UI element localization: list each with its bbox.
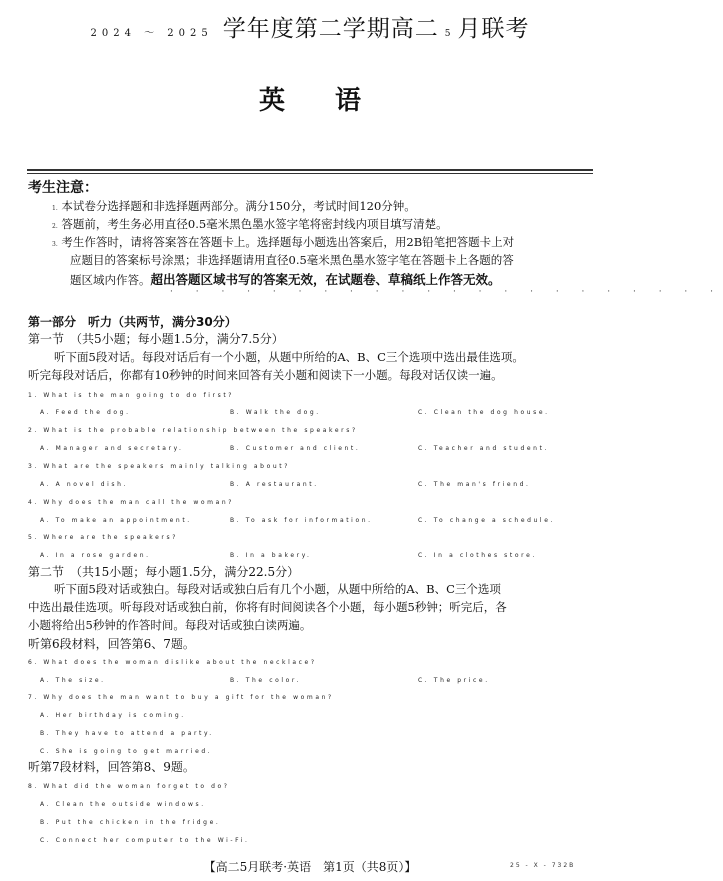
notice-warning: 超出答题区域书写的答案无效，在试题卷、草稿纸上作答无效。 [150,272,501,287]
q8-option-b: B. Put the chicken in the fridge. [40,819,221,826]
emphasis-dots: · · · · · · · · · · · · · · · · · · · · · · [170,287,723,297]
title-part-b: 月联考 [457,16,530,42]
q3-option-c: C. The man's friend. [418,481,531,488]
question-8: 8. What did the woman forget to do? [28,783,230,790]
notice-item-2: 2. 答题前，考生务必用直径0.5毫米黑色墨水签字笔将密封线内项目填写清楚。 [52,217,448,231]
q6-option-a: A. The size. [40,677,106,684]
question-4: 4. Why does the man call the woman? [28,499,235,506]
material-7-heading: 听第7段材料，回答第8、9题。 [28,760,195,774]
q4-option-c: C. To change a schedule. [418,517,555,524]
notice-item-3-line3: 题区域内作答。超出答题区域书写的答案无效，在试题卷、草稿纸上作答无效。 [70,272,501,287]
q2-option-b: B. Customer and client. [230,445,361,452]
q1-option-a: A. Feed the dog. [40,409,131,416]
question-2: 2. What is the probable relationship between the speakers? [28,427,358,434]
q3-option-a: A. A novel dish. [40,481,129,488]
question-1: 1. What is the man going to do first? [28,392,235,399]
notice-item-1: 1. 本试卷分选择题和非选择题两部分。满分150分，考试时间120分钟。 [52,199,416,213]
notice-title: 考生注意： [28,180,98,196]
section2-heading: 第二节 （共15小题；每小题1.5分，满分22.5分） [28,565,300,579]
section1-instructions-2: 听完每段对话后，你都有10秒钟的时间来回答有关小题和阅读下一小题。每段对话仅读一遍。 [28,368,503,382]
material-6-heading: 听第6段材料，回答第6、7题。 [28,637,195,651]
q6-option-c: C. The price. [418,677,490,684]
notice-item-3: 3. 考生作答时，请将答案答在答题卡上。选择题每小题选出答案后，用2B铅笔把答题卡上对 [52,235,515,249]
exam-code: 25 - X - 732B [510,862,576,869]
q5-option-c: C. In a clothes store. [418,552,537,559]
q7-option-c: C. She is going to get married. [40,748,213,755]
part1-heading: 第一部分 听力（共两节，满分30分） [28,315,237,329]
section1-heading: 第一节 （共5小题；每小题1.5分，满分7.5分） [28,332,284,346]
question-3: 3. What are the speakers mainly talking about? [28,463,290,470]
subject-title: 英语 [258,86,411,116]
title-part-a: 学年度第二学期高二 [222,16,439,42]
q2-option-a: A. Manager and secretary. [40,445,184,452]
q5-option-b: B. In a bakery. [230,552,312,559]
q6-option-b: B. The color. [230,677,301,684]
section2-instructions-2: 中选出最佳选项。听每段对话或独白前，你将有时间阅读各个小题，每小题5秒钟；听完后，各 [28,600,507,614]
section2-instructions-3: 小题将给出5秒钟的作答时间。每段对话或独白读两遍。 [28,618,312,632]
q3-option-b: B. A restaurant. [230,481,319,488]
section1-instructions-1: 听下面5段对话。每段对话后有一个小题，从题中所给的A、B、C三个选项中选出最佳选项。 [54,350,524,364]
section2-instructions-1: 听下面5段对话或独白。每段对话或独白后有几个小题，从题中所给的A、B、C三个选项 [54,582,501,596]
q8-option-c: C. Connect her computer to the Wi-Fi. [40,837,250,844]
q7-option-b: B. They have to attend a party. [40,730,214,737]
q2-option-c: C. Teacher and student. [418,445,550,452]
title-month: 5 [444,29,452,39]
notice-item-3-line2: 应题目的答案标号涂黑；非选择题请用直径0.5毫米黑色墨水签字笔在答题卡上各题的答 [70,253,514,267]
question-5: 5. Where are the speakers? [28,534,178,541]
q1-option-c: C. Clean the dog house. [418,409,550,416]
q5-option-a: A. In a rose garden. [40,552,151,559]
q4-option-b: B. To ask for information. [230,517,373,524]
question-7: 7. Why does the man want to buy a gift for the woman? [28,694,334,701]
q4-option-a: A. To make an appointment. [40,517,192,524]
page-footer: 【高二5月联考·英语 第1页（共8页）】 [203,860,417,874]
q8-option-a: A. Clean the outside windows. [40,801,206,808]
exam-year: 2024 ～ 2025 [90,28,213,39]
q7-option-a: A. Her birthday is coming. [40,712,186,719]
q1-option-b: B. Walk the dog. [230,409,321,416]
exam-title [0,10,620,43]
divider-thin [27,173,593,174]
question-6: 6. What does the woman dislike about the necklace? [28,659,317,666]
divider-thick [27,169,593,171]
